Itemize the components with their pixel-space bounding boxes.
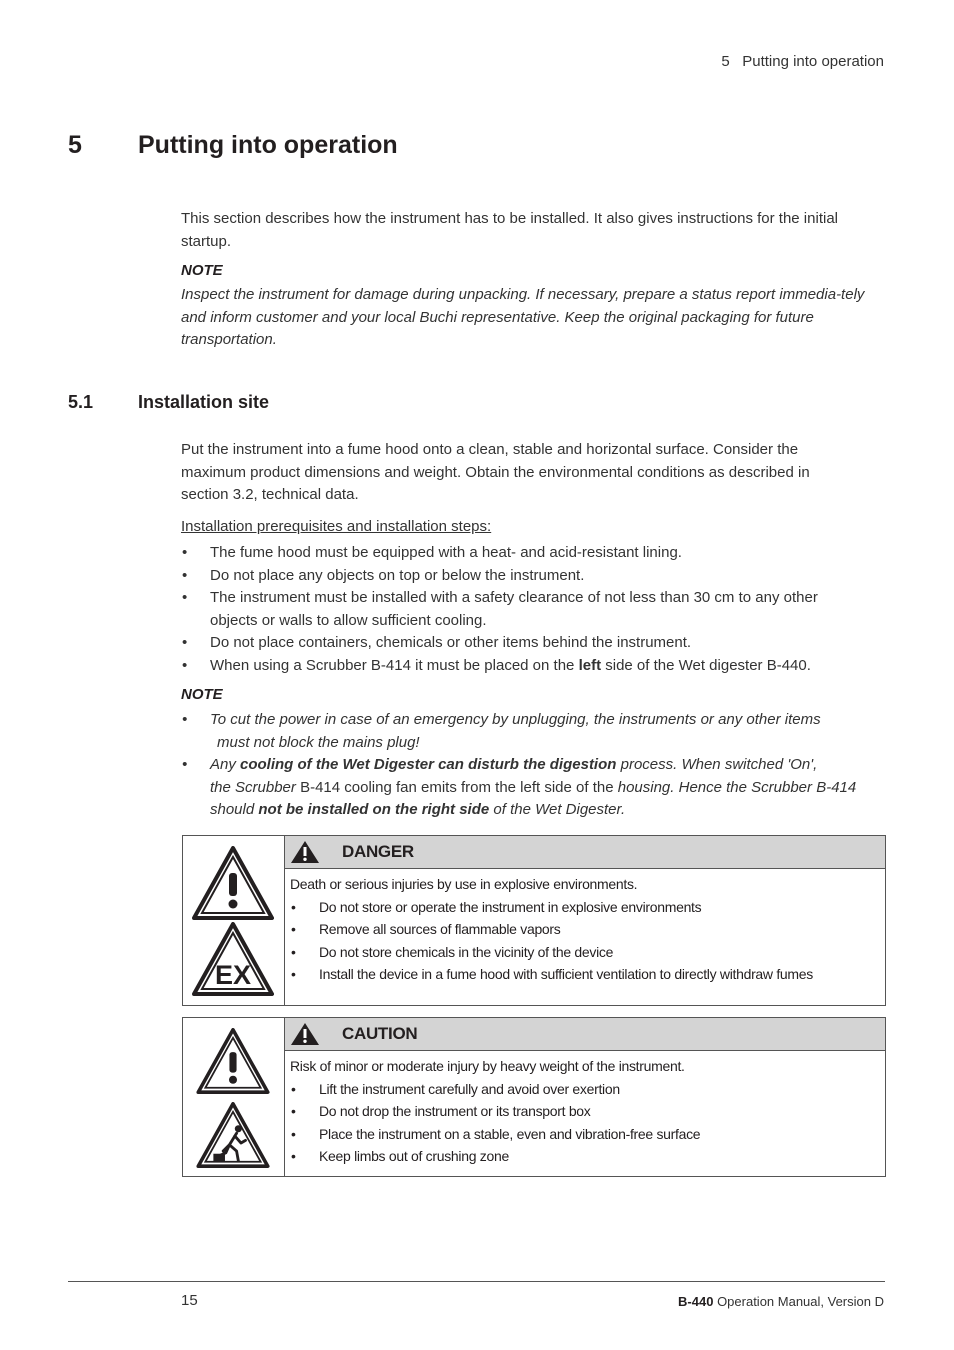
danger-title: DANGER [342, 842, 414, 861]
list-item-text: side of the Wet digester B-440. [601, 656, 811, 674]
explosive-atmosphere-icon [192, 922, 274, 996]
list-item-text: Do not store chemicals in the vicinity of the device [319, 943, 614, 960]
list-item [181, 632, 861, 655]
ex-symbol-text: EX [214, 960, 252, 990]
list-item-text: The instrument must be installed with a safety clearance of not less than 30 cm to any other objects or walls to allow sufficient cooling. [210, 589, 818, 629]
bullet: • [182, 756, 188, 773]
danger-content [285, 836, 885, 1005]
bullet: • [182, 566, 188, 584]
list-item-text: Keep limbs out of crushing zone [319, 1148, 509, 1164]
list-item [290, 1145, 885, 1168]
danger-warning-box [182, 835, 886, 1006]
list-item [290, 941, 885, 964]
list-item-text: Install the device in a fume hood with sufficient ventilation to directly withdraw fumes [319, 966, 813, 982]
list-item [181, 542, 861, 565]
list-item [290, 896, 885, 919]
list-item-text: When using a Scrubber B-414 it must be placed on the [210, 656, 579, 674]
list-item-text: Remove all sources of flammable vapors [319, 921, 561, 937]
caution-body [285, 1051, 885, 1168]
list-item-text: Any [210, 756, 241, 773]
chapter-title: Putting into operation [138, 131, 398, 159]
list-item-text: To cut the power in case of an emergency by unplugging, the instruments or any other items [210, 711, 821, 728]
warning-icon [290, 1022, 320, 1046]
list-item [290, 963, 885, 986]
bullet: • [291, 1148, 296, 1164]
list-item-text: of the Wet Digester. [489, 801, 626, 818]
list-item-text: The fume hood must be equipped with a heat- and acid-resistant lining. [210, 544, 682, 561]
bullet: • [291, 1125, 296, 1142]
chapter-number: 5 [68, 131, 82, 159]
warning-icon [290, 840, 320, 864]
list-item [181, 754, 889, 822]
list-item [181, 655, 861, 678]
danger-intro: Death or serious injuries by use in explosive environments. [290, 876, 638, 892]
intro-paragraph: This section describes how the instrument has to be installed. It also gives instructions for the initial startup. [181, 210, 838, 250]
installation-paragraph: Put the instrument into a fume hood onto a clean, stable and horizontal surface. Consider the maximum product dimensions and weight. Obtain the environmental conditions as described in section 3.2, technical data. [181, 441, 810, 503]
manual-version: Operation Manual, Version D [713, 1294, 884, 1309]
bullet: • [182, 656, 188, 674]
caution-header [285, 1018, 885, 1051]
bullet: • [291, 943, 296, 960]
list-item [181, 709, 889, 754]
bullet: • [291, 921, 296, 937]
emphasis: not be installed on the right side [258, 801, 490, 818]
footer-manual-title [678, 1294, 884, 1309]
model-name: B-440 [678, 1294, 714, 1309]
list-item-text: should [210, 801, 259, 818]
section-title: Installation site [138, 392, 270, 412]
danger-list [290, 896, 885, 986]
list-item-text: Lift the instrument carefully and avoid over exertion [319, 1080, 620, 1097]
bullet: • [291, 1103, 296, 1119]
list-item-text: Place the instrument on a stable, even and vibration-free surface [319, 1125, 701, 1142]
list-item-text: process. When switched 'On', [616, 756, 818, 773]
bullet: • [291, 1080, 296, 1097]
caution-warning-box [182, 1017, 886, 1177]
warning-triangle-icon [192, 846, 274, 920]
note-label: NOTE [181, 686, 223, 703]
list-item-text: the Scrubber [210, 778, 301, 796]
note-list [181, 709, 889, 822]
list-item-text: Do not place containers, chemicals or other items behind the instrument. [210, 634, 692, 651]
caution-intro: Risk of minor or moderate injury by heavy weight of the instrument. [290, 1058, 685, 1074]
list-item-text: housing. Hence the Scrubber B-414 [617, 778, 857, 796]
footer-divider [68, 1281, 885, 1282]
bullet: • [182, 711, 188, 728]
bullet: • [291, 966, 296, 982]
heavy-load-icon [196, 1102, 270, 1168]
list-item [290, 1078, 885, 1101]
note-text: Inspect the instrument for damage during unpacking. If necessary, prepare a status report immedia-tely and inform customer and your local Buchi representative. Keep the original packaging for future transportation. [181, 286, 865, 348]
list-item-text: Do not place any objects on top or below the instrument. [210, 566, 585, 584]
list-item-text: B-414 cooling fan emits from the left side of the [300, 778, 618, 796]
page-number: 15 [181, 1292, 198, 1309]
warning-triangle-icon [196, 1028, 270, 1094]
list-item-text: must not block the mains plug! [217, 733, 420, 751]
caution-list [290, 1078, 885, 1168]
danger-header [285, 836, 885, 869]
danger-body [285, 869, 885, 986]
emphasis: left [578, 656, 602, 674]
danger-symbols [183, 836, 285, 1005]
bullet: • [182, 634, 188, 651]
running-header: 5 Putting into operation [721, 53, 884, 70]
section-number: 5.1 [68, 392, 94, 412]
list-item [290, 1100, 885, 1123]
list-item [181, 587, 861, 632]
note-label: NOTE [181, 262, 223, 279]
caution-content [285, 1018, 885, 1176]
list-item [181, 565, 861, 588]
installation-steps-list [181, 542, 861, 677]
prerequisites-heading: Installation prerequisites and installation steps: [181, 518, 492, 535]
list-item-text: Do not drop the instrument or its transport box [319, 1103, 591, 1119]
bullet: • [291, 898, 296, 915]
emphasis: cooling of the Wet Digester can disturb the digestion [240, 756, 617, 773]
bullet: • [182, 544, 188, 561]
list-item [290, 918, 885, 941]
list-item-text: Do not store or operate the instrument in explosive environments [319, 898, 702, 915]
caution-title: CAUTION [342, 1024, 418, 1043]
caution-symbols [183, 1018, 285, 1176]
bullet: • [182, 589, 188, 606]
list-item [290, 1123, 885, 1146]
